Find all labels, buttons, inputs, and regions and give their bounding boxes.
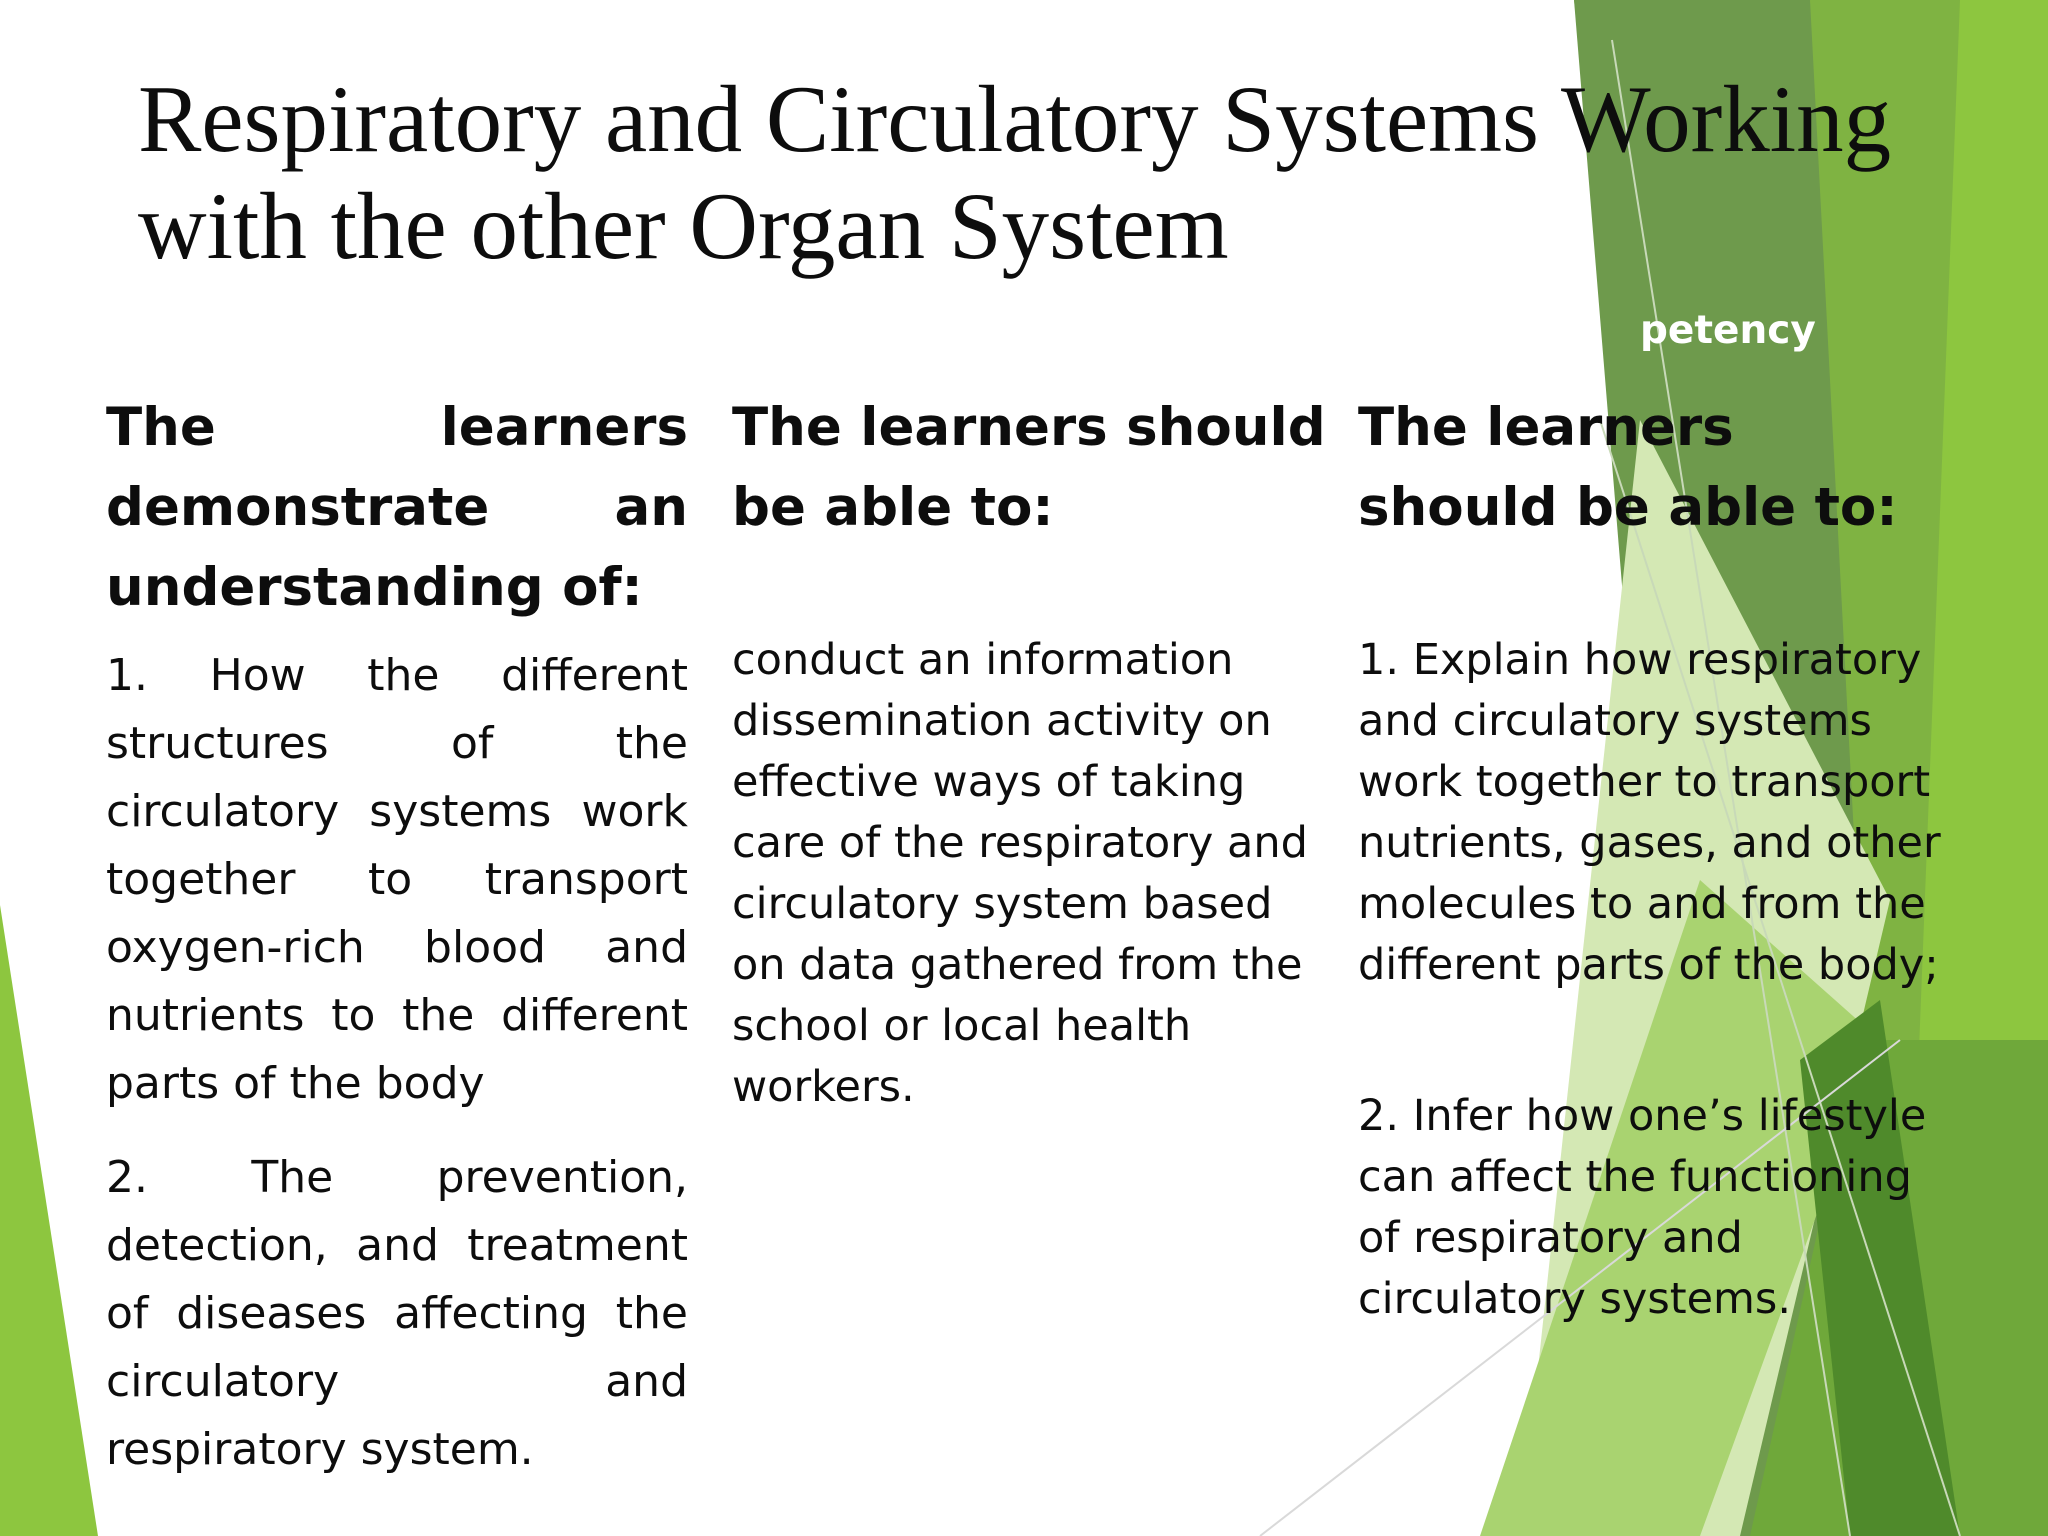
content-standards-column [106,388,688,1484]
slide-title [138,66,1898,280]
column-heading: The learners should be able to: [1358,397,1898,538]
content-item: 2. The prevention, detection, and treatment of diseases affecting the circulatory and respiratory system. [106,1152,688,1475]
learning-competency-column [1358,388,1948,1330]
column-heading: The learners demonstrate an understanding of: [106,397,688,618]
competency-label-fragment: petency [1640,308,1816,353]
competency-item: 1. Explain how respiratory and circulatory systems work together to transport nutrients, gases, and other molecules to and from the different parts of the body; [1358,635,1941,990]
competency-item: 2. Infer how one’s lifestyle can affect the functioning of respiratory and circulatory systems. [1358,1091,1927,1324]
title-line-1: Respiratory and Circulatory Systems Working [138,66,1892,172]
column-heading: The learners should be able to: [732,397,1326,538]
performance-standards-column [732,388,1332,1118]
left-green-accent [0,905,98,1536]
content-item: 1. How the different structures of the circulatory systems work together to transport oxygen-rich blood and nutrients to the different parts of the body [106,650,688,1109]
title-line-2: with the other Organ System [138,173,1229,279]
performance-item: conduct an information dissemination activity on effective ways of taking care of the respiratory and circulatory system based on data gathered from the school or local health workers. [732,635,1308,1112]
